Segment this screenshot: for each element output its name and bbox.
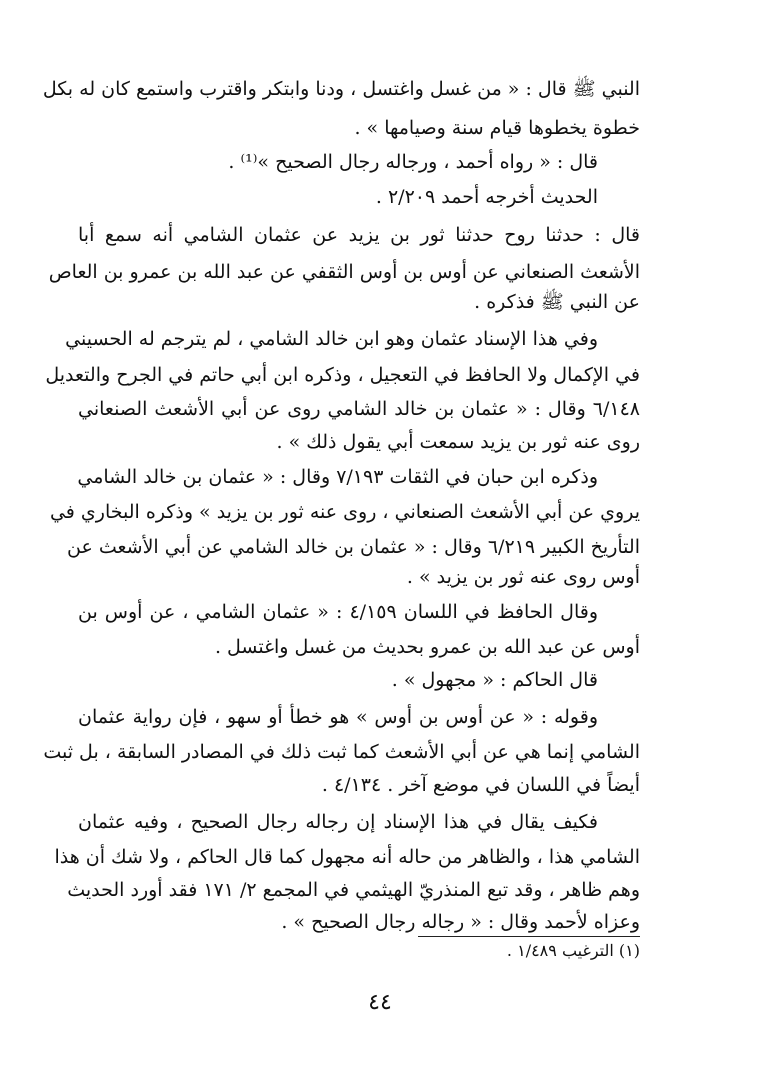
text-line: الشامي هذا ، والظاهر من حاله أنه مجهول كما قال الحاكم ، ولا شك أن هذا <box>54 846 640 868</box>
text-line: أوس روى عنه ثور بن يزيد » . <box>406 566 640 588</box>
text-line: التأريخ الكبير ٦/٢١٩ وقال : « عثمان بن خالد الشامي عن أبي الأشعث عن <box>67 536 640 558</box>
text-line: النبي ﷺ قال : « من غسل واغتسل ، ودنا وابتكر واقترب واستمع كان له بكل <box>42 78 640 100</box>
text-line: عن النبي ﷺ فذكره . <box>474 291 640 313</box>
text-line: وهم ظاهر ، وقد تبع المنذريّ الهيثمي في المجمع ٢/ ١٧١ فقد أورد الحديث <box>67 879 640 901</box>
text-line: أيضاً في اللسان في موضع آخر . ٤/١٣٤ . <box>321 774 640 796</box>
text-line: يروي عن أبي الأشعث الصنعاني ، روى عنه ثور بن يزيد » وذكره البخاري في <box>49 501 640 523</box>
text-line: قال الحاكم : « مجهول » . <box>391 669 598 691</box>
text-line: الشامي إنما هي عن أبي الأشعث كما ثبت ذلك في المصادر السابقة ، بل ثبت <box>43 741 640 763</box>
text-line: روى عنه ثور بن يزيد سمعت أبي يقول ذلك » . <box>276 431 640 453</box>
text-line: في الإكمال ولا الحافظ في التعجيل ، وذكره ابن أبي حاتم في الجرح والتعديل <box>45 364 640 386</box>
text-line: وذكره ابن حبان في الثقات ٧/١٩٣ وقال : « عثمان بن خالد الشامي <box>77 466 598 488</box>
page-number: ٤٤ <box>368 990 392 1015</box>
text-line: قال : « رواه أحمد ، ورجاله رجال الصحيح »⁽¹⁾ . <box>228 151 598 173</box>
text-line: الأشعث الصنعاني عن أوس بن أوس الثقفي عن عبد الله بن عمرو بن العاص <box>48 261 640 283</box>
text-line: خطوة يخطوها قيام سنة وصيامها » . <box>354 117 640 139</box>
text-line: فكيف يقال في هذا الإسناد إن رجاله رجال الصحيح ، وفيه عثمان <box>78 811 598 833</box>
text-line: وقوله : « عن أوس بن أوس » هو خطأ أو سهو ، فإن رواية عثمان <box>78 706 598 728</box>
text-line: وقال الحافظ في اللسان ٤/١٥٩ : « عثمان الشامي ، عن أوس بن <box>78 601 599 623</box>
text-line: أوس عن عبد الله بن عمرو بحديث من غسل واغتسل . <box>214 636 640 658</box>
text-line: وعزاه لأحمد وقال : « رجاله رجال الصحيح » . <box>281 911 640 933</box>
footnote: (١) الترغيب ١/٤٨٩ . <box>506 941 640 960</box>
text-line: ٦/١٤٨ وقال : « عثمان بن خالد الشامي روى عن أبي الأشعث الصنعاني <box>78 398 640 420</box>
text-line: وفي هذا الإسناد عثمان وهو ابن خالد الشامي ، لم يترجم له الحسيني <box>65 328 598 350</box>
text-line: قال : حدثنا روح حدثنا ثور بن يزيد عن عثمان الشامي أنه سمع أبا <box>78 224 640 246</box>
footnote-divider <box>418 936 640 937</box>
text-line: الحديث أخرجه أحمد ٢/٢٠٩ . <box>375 186 598 208</box>
